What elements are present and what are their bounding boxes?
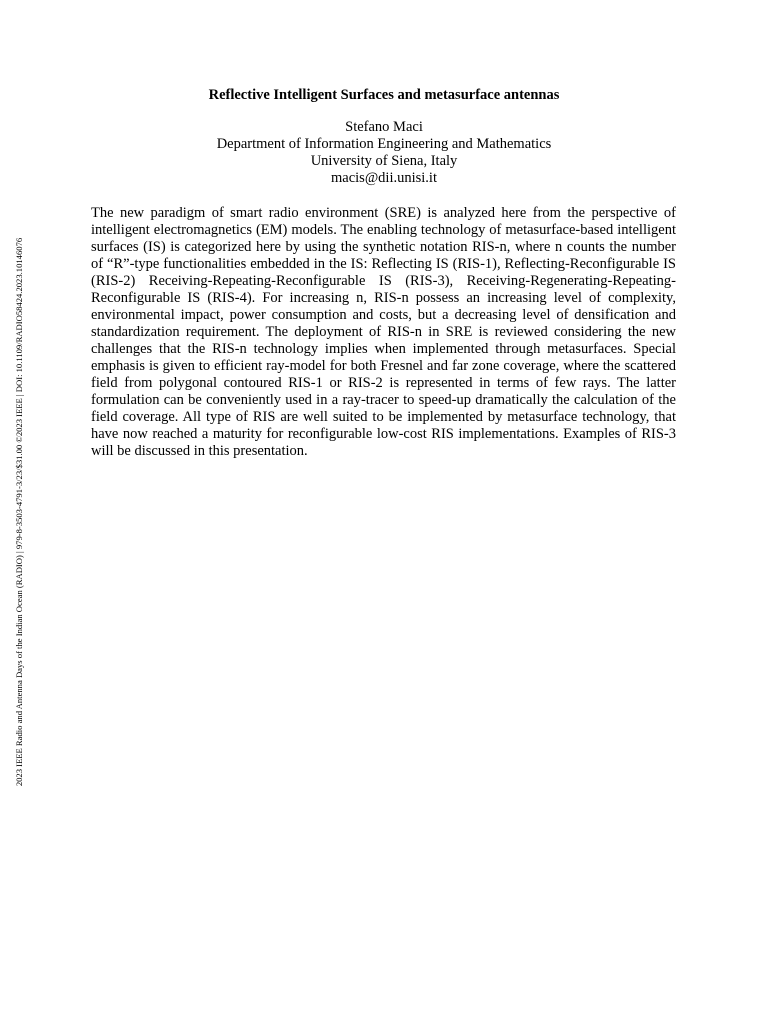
author-email: macis@dii.unisi.it <box>331 170 437 186</box>
author-department: Department of Information Engineering and Mathematics <box>216 136 552 152</box>
abstract-paragraph: The new paradigm of smart radio environment (SRE) is analyzed here from the perspective of intelligent electromagnetics (EM) models. The enabling technology of metasurface-based intelligent surfaces (IS) is categorized here by using the synthetic notation RIS-n, where n counts the number of “R”-type functionalities embedded in the IS: Reflecting IS (RIS-1), Reflecting-Reconfigurable IS (RIS-2) Receiving-Repeating-Reconfigurable IS (RIS-3), Receiving-Regenerating-Repeating-Reconfigurable IS (RIS-4). For increasing n, RIS-n possess an increasing level of complexity, environmental impact, power consumption and costs, but a decreasing level of densification and standardization requirement. The deployment of RIS-n in SRE is reviewed considering the new challenges that the RIS-n technology implies when implemented through metasurfaces. Special emphasis is given to efficient ray-model for both Fresnel and far zone coverage, where the scattered field from polygonal contoured RIS-1 or RIS-2 is represented in terms of few rays. The latter formulation can be conveniently used in a ray-tracer to speed-up dramatically the calculation of the field coverage. All type of RIS are well suited to be implemented by metasurface technology, that have now reached a maturity for reconfigurable low-cost RIS implementations. Examples of RIS-3 will be discussed in this presentation. <box>91 205 676 459</box>
author-name: Stefano Maci <box>345 119 423 135</box>
copyright-sidebar: 2023 IEEE Radio and Antenna Days of the Indian Ocean (RADIO) | 979-8-3503-4791-3/23/$31.00 ©2023 IEEE | DOI: 10.1109/RADIO58424.2023.10146076 <box>14 237 24 787</box>
paper-title: Reflective Intelligent Surfaces and metasurface antennas <box>208 87 560 103</box>
author-block <box>0 119 768 187</box>
author-university: University of Siena, Italy <box>310 153 458 169</box>
